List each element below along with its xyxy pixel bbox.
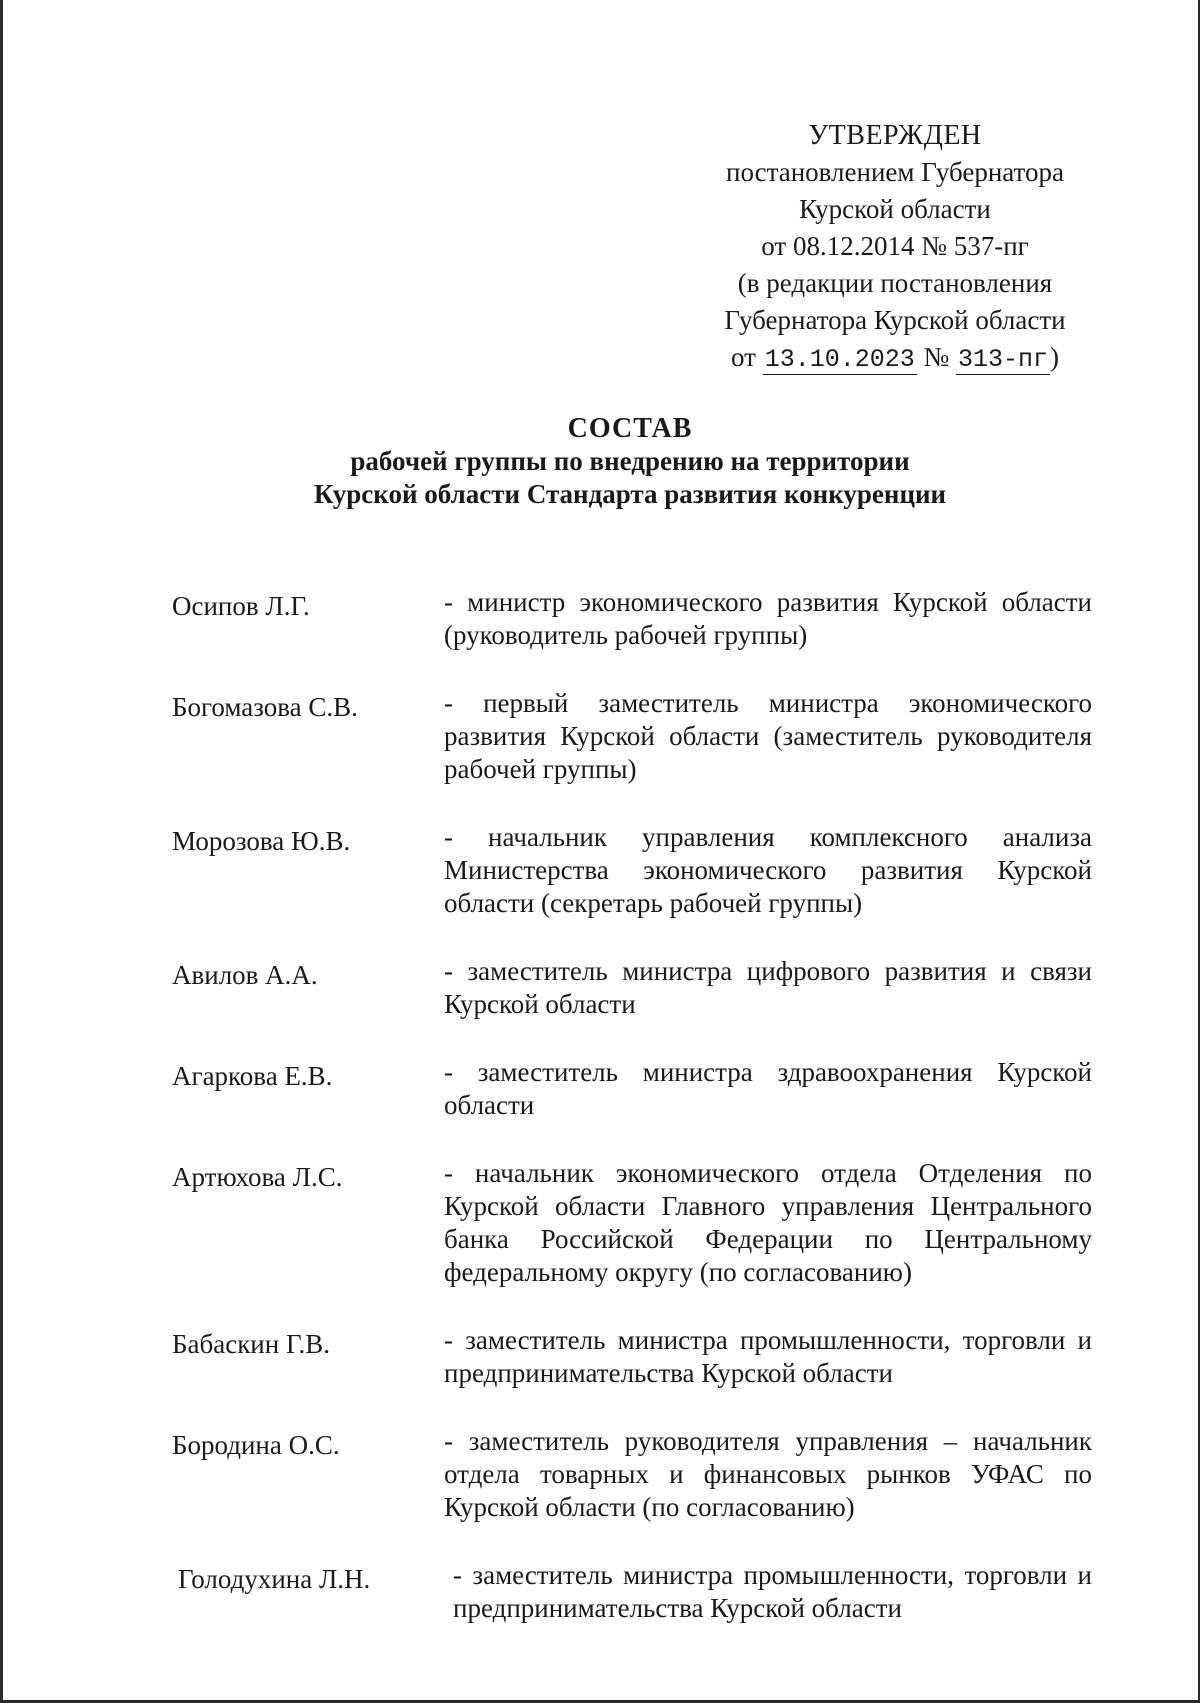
document-heading bbox=[0, 412, 1200, 511]
member-role: - первый заместитель министра экономического развития Курской области (заместитель руководителя рабочей группы) bbox=[444, 688, 1092, 784]
member-name: Богомазова С.В. bbox=[172, 692, 358, 722]
approval-line-4: (в редакции постановления bbox=[737, 268, 1053, 298]
approval-edition-line bbox=[700, 339, 1090, 378]
heading-subtitle-line-2: Курской области Стандарта развития конкуренции bbox=[313, 479, 947, 509]
approval-line-5: Губернатора Курской области bbox=[724, 305, 1066, 335]
member-role: - министр экономического развития Курской области (руководитель рабочей группы) bbox=[444, 587, 1092, 650]
approval-block bbox=[700, 117, 1090, 378]
approval-line-1: постановлением Губернатора bbox=[726, 157, 1064, 187]
member-role: - заместитель министра промышленности, торговли и предпринимательства Курской области bbox=[453, 1560, 1092, 1623]
approval-line-2: Курской области bbox=[799, 194, 991, 224]
member-name: Голодухина Л.Н. bbox=[178, 1564, 371, 1594]
scan-edge-left bbox=[0, 0, 3, 1703]
member-role: - заместитель министра промышленности, торговли и предпринимательства Курской области bbox=[444, 1325, 1092, 1388]
member-name: Осипов Л.Г. bbox=[172, 591, 310, 621]
edition-number-value: 313-пг bbox=[957, 345, 1048, 374]
member-row bbox=[172, 1157, 1092, 1289]
member-role: - заместитель министра цифрового развития и связи Курской области bbox=[444, 956, 1092, 1019]
member-row bbox=[172, 1559, 1092, 1625]
member-row bbox=[172, 586, 1092, 652]
member-list bbox=[172, 586, 1092, 1660]
member-name: Бородина О.С. bbox=[172, 1430, 340, 1460]
member-role: - заместитель руководителя управления – начальник отдела товарных и финансовых рынков УФАС по Курской области (по согласованию) bbox=[444, 1426, 1092, 1522]
edition-date-value: 13.10.2023 bbox=[764, 345, 915, 374]
member-row bbox=[172, 955, 1092, 1021]
member-name: Бабаскин Г.В. bbox=[172, 1329, 331, 1359]
heading-title: СОСТАВ bbox=[567, 413, 693, 444]
member-role: - начальник экономического отдела Отделения по Курской области Главного управления Центрального банка Российской Федерации по Центральному федеральному округу (по согласованию) bbox=[444, 1158, 1092, 1287]
member-role: - заместитель министра здравоохранения Курской области bbox=[444, 1057, 1092, 1120]
edition-date-prefix: от bbox=[730, 342, 756, 372]
member-row bbox=[172, 821, 1092, 920]
member-row bbox=[172, 1056, 1092, 1122]
member-role: - начальник управления комплексного анализа Министерства экономического развития Курской области (секретарь рабочей группы) bbox=[444, 822, 1092, 918]
member-row bbox=[172, 1324, 1092, 1390]
edition-closing-paren: ) bbox=[1050, 342, 1059, 372]
member-name: Морозова Ю.В. bbox=[172, 826, 351, 856]
edition-number-sign: № bbox=[923, 342, 950, 372]
heading-subtitle-line-1: рабочей группы по внедрению на территории bbox=[350, 446, 910, 476]
approval-title: УТВЕРЖДЕН bbox=[808, 120, 982, 151]
member-name: Агаркова Е.В. bbox=[172, 1061, 333, 1091]
member-name: Авилов А.А. bbox=[172, 960, 318, 990]
member-row bbox=[172, 687, 1092, 786]
member-row bbox=[172, 1425, 1092, 1524]
approval-line-3: от 08.12.2014 № 537-пг bbox=[761, 231, 1029, 261]
member-name: Артюхова Л.С. bbox=[172, 1162, 343, 1192]
